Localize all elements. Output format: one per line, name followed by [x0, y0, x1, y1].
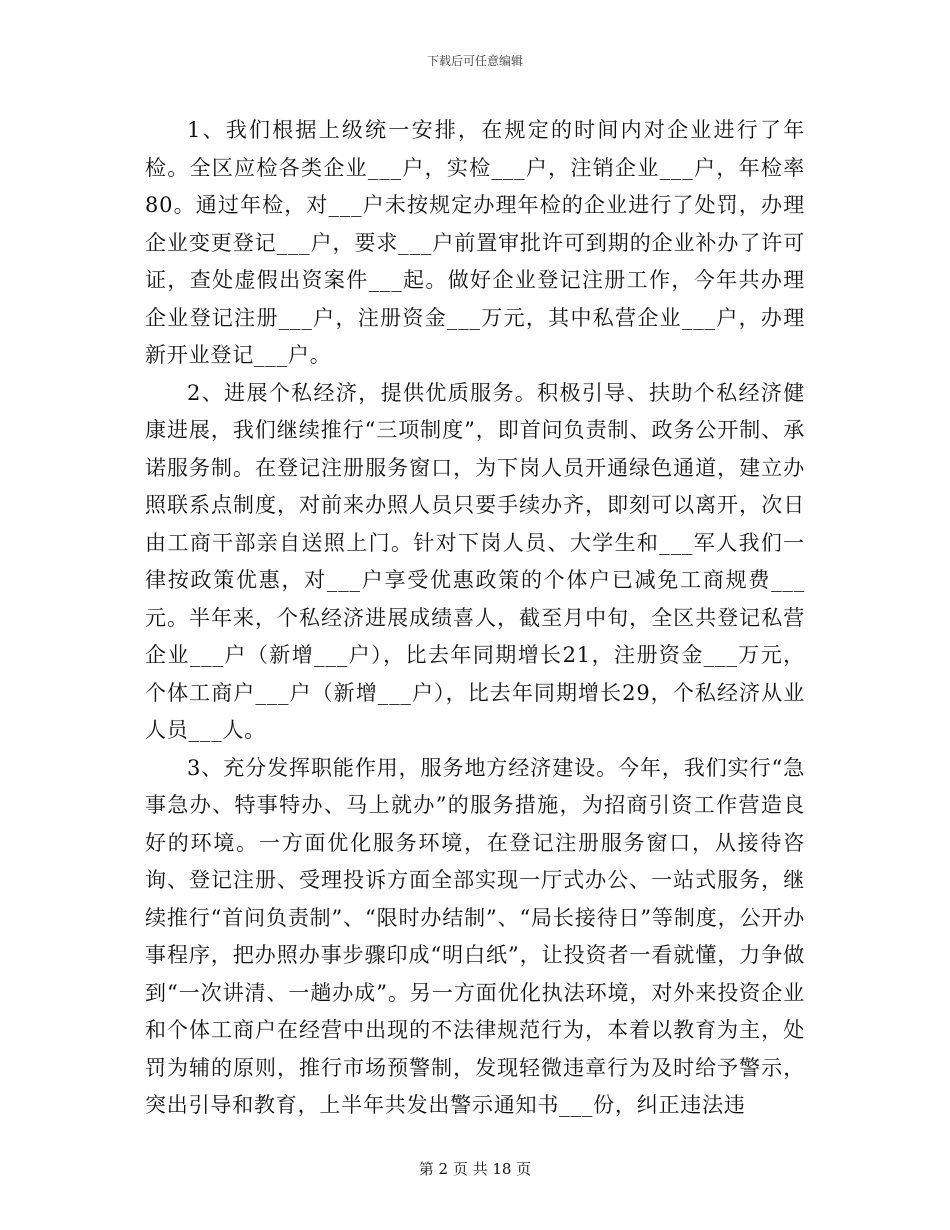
page-number: 第 2 页 共 18 页 [418, 1160, 532, 1178]
page-header-note: 下载后可任意编辑 [426, 54, 523, 68]
document-body [145, 112, 805, 1125]
paragraph-2: 2、进展个私经济，提供优质服务。积极引导、扶助个私经济健康进展，我们继续推行“三项制度”，即首问负责制、政务公开制、承诺服务制。在登记注册服务窗口，为下岗人员开通绿色通道，建立办照联系点制度，对前来办照人员只要手续办齐，即刻可以离开，次日由工商干部亲自送照上门。针对下岗人员、大学生和___军人我们一律按政策优惠，对___户享受优惠政策的个体户已减免工商规费___元。半年来，个私经济进展成绩喜人，截至月中旬，全区共登记私营企业___户（新增___户），比去年同期增长21，注册资金___万元，个体工商户___户（新增___户），比去年同期增长29，个私经济从业人员___人。 [145, 380, 805, 742]
paragraph-3: 3、充分发挥职能作用，服务地方经济建设。今年，我们实行“急事急办、特事特办、马上就办”的服务措施，为招商引资工作营造良好的环境。一方面优化服务环境，在登记注册服务窗口，从接待咨询、登记注册、受理投诉方面全部实现一厅式办公、一站式服务，继续推行“首问负责制”、“限时办结制”、“局长接待日”等制度，公开办事程序，把办照办事步骤印成“明白纸”，让投资者一看就懂，力争做到“一次讲清、一趟办成”。另一方面优化执法环境，对外来投资企业和个体工商户在经营中出现的不法律规范行为，本着以教育为主，处罚为辅的原则，推行市场预警制，发现轻微违章行为及时给予警示，突出引导和教育，上半年共发出警示通知书___份，纠正违法违 [145, 755, 805, 1117]
paragraph-1: 1、我们根据上级统一安排，在规定的时间内对企业进行了年检。全区应检各类企业___户，实检___户，注销企业___户，年检率80。通过年检，对___户未按规定办理年检的企业进行了处罚，办理企业变更登记___户，要求___户前置审批许可到期的企业补办了许可证，查处虚假出资案件___起。做好企业登记注册工作，今年共办理企业登记注册___户，注册资金___万元，其中私营企业___户，办理新开业登记___户。 [145, 118, 805, 367]
